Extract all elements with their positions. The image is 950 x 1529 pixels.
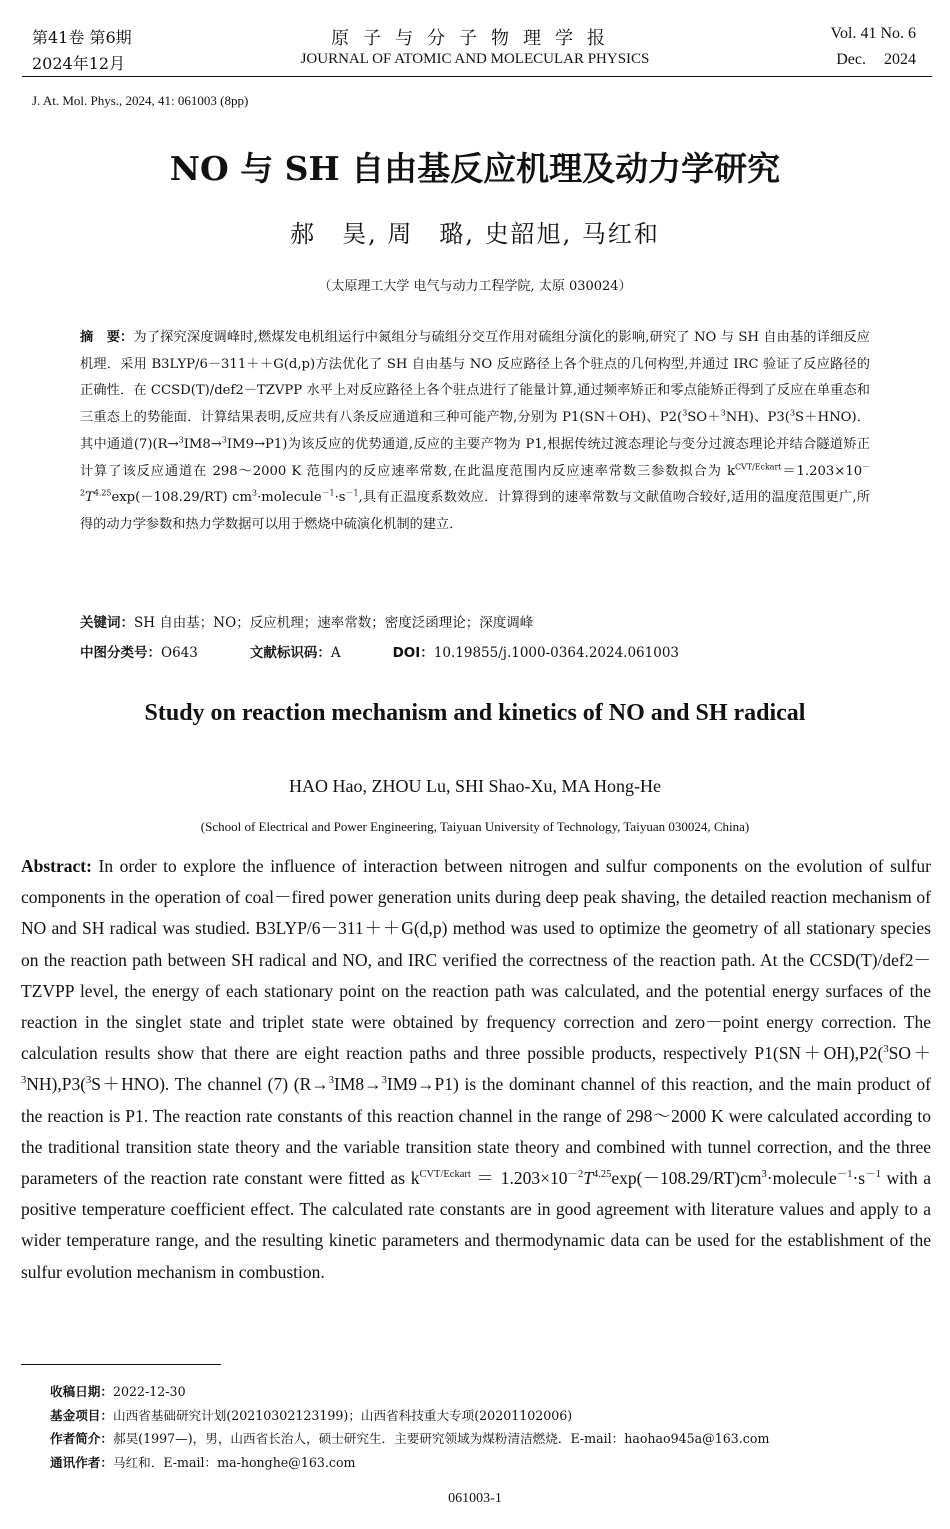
spin-sup: 3 <box>221 435 227 445</box>
doi-value[interactable]: 10.19855/j.1000-0364.2024.061003 <box>433 645 680 661</box>
spin-sup: 3 <box>789 408 795 418</box>
citation: J. At. Mol. Phys., 2024, 41: 061003 (8pp) <box>32 93 249 108</box>
exponent-sup: 3 <box>761 1169 767 1181</box>
spin-sup: 3 <box>178 435 184 445</box>
keywords-zh <box>80 611 870 631</box>
spin-sup: 3 <box>682 408 688 418</box>
exponent-sup: －1 <box>321 488 335 498</box>
exponent-sup: －1 <box>345 488 359 498</box>
received-label: 收稿日期： <box>50 1384 113 1399</box>
clc-value: O643 <box>161 645 198 661</box>
volume-issue-zh: 第41卷 第6期 <box>32 28 132 47</box>
date-en: Dec. 2024 <box>836 51 916 68</box>
keywords-zh-label: 关键词： <box>80 615 134 631</box>
fund-label: 基金项目： <box>50 1407 113 1423</box>
spin-sup: 3 <box>720 408 726 418</box>
page-number: 061003-1 <box>448 1491 502 1506</box>
fund-value: 山西省基础研究计划(20210302123199)；山西省科技重大专项(20201102006) <box>112 1407 573 1423</box>
exponent-sup: 4.25 <box>93 488 112 498</box>
abstract-en-text: ·molecule <box>766 1168 837 1189</box>
abstract-zh <box>80 325 870 539</box>
corresponding-author <box>50 1451 910 1475</box>
doc-code-value: A <box>330 645 341 661</box>
footnotes <box>50 1380 910 1474</box>
abstract-zh-text: 为了探究深度调峰时,燃煤发电机组运行中氮组分与硫组分交互作用对硫组分演化的影响,研究了 NO 与 SH 自由基的详细反应机理．采用 B3LYP/6－311＋＋G(d,p)方法优化了 SH 自由基与 NO 反应路径上各个驻点的几何构型,并通过 IRC 验证了反应路径的正确性．在 CCSD(T)/def2－TZVPP 水平上对反应路径上各个驻点进行了能量计算,通过频率矫正和零点能矫正得到了反应在单重态和三重态上的势能面．计算结果表明,反应共有八条反应通道和三种可能产物,分别为 P1(SN＋OH)、P2( <box>80 330 870 426</box>
exponent-sup: －1 <box>865 1169 881 1181</box>
abstract-zh-text: exp(－108.29/RT) cm <box>111 490 253 506</box>
corresponding-value: 马红和．E-mail：ma-honghe@163.com <box>112 1454 356 1470</box>
abstract-en <box>21 851 931 1288</box>
authors-en: HAO Hao, ZHOU Lu, SHI Shao-Xu, MA Hong-He <box>289 776 661 796</box>
abstract-zh-text: IM8→ <box>183 436 222 452</box>
abstract-en-text: IM8→ <box>334 1074 382 1095</box>
abstract-en-text: In order to explore the influence of interaction between nitrogen and sulfur components on the evolution of sulfur components in the operation of coal－fired power generation units during deep peak shaving, the detailed reaction mechanism of NO and SH radical was studied. B3LYP/6－311＋＋G(d,p) method was used to optimize the geometry of all stationary species on the reaction path between SH radical and NO, and IRC verified the correctness of the reaction path. At the CCSD(T)/def2－TZVPP level, the energy of each stationary point on the reaction path was calculated, and the potential energy surfaces of the reaction in the singlet state and triplet state were obtained by frequency correction and zero－point energy correction. The calculation results show that there are eight reaction paths and three possible products, respectively P1(SN＋OH),P2( <box>21 856 931 1064</box>
abstract-en-text: S＋HNO). The channel (7) (R→ <box>91 1074 329 1095</box>
exponent-sup: －2 <box>567 1169 584 1181</box>
rate-sup: CVT/Eckart <box>419 1169 471 1181</box>
header-rule <box>22 76 932 77</box>
exponent-sup: 3 <box>252 488 258 498</box>
abstract-zh-text: NH)、P3( <box>725 410 790 426</box>
spin-sup: 3 <box>21 1075 27 1087</box>
doi-label: DOI： <box>392 645 434 661</box>
abstract-en-text: T <box>583 1168 594 1189</box>
abstract-en-label: Abstract: <box>21 856 92 876</box>
abstract-zh-text: SO＋ <box>687 410 721 426</box>
author-bio-value: 郝昊(1997—)，男，山西省长治人，硕士研究生．主要研究领域为煤粉清洁燃烧．E-mail：haohao945a@163.com <box>112 1431 770 1446</box>
author-bio <box>50 1427 910 1451</box>
rate-sup: CVT/Eckart <box>735 462 782 472</box>
abstract-en-text: with a positive temperature coefficient effect. The calculated rate constants are in good agreement with literature values and apply to a wider temperature range, and the resulting kinetic parameters and thermodynamic data can be used for the establishment of the sulfur evolution mechanism in combustion. <box>21 1168 931 1282</box>
affiliation-en: (School of Electrical and Power Engineering, Taiyuan University of Technology, Taiyuan 030024, China) <box>200 819 750 834</box>
journal-name-zh: 原子与分子物理学报 <box>331 28 619 49</box>
author-bio-label: 作者简介： <box>50 1431 113 1446</box>
page-title-en: Study on reaction mechanism and kinetics of NO and SH radical <box>144 700 806 726</box>
received-value: 2022-12-30 <box>112 1384 186 1399</box>
abstract-zh-text: ,具有正温度系数效应．计算得到的速率常数与文献值吻合较好,适用的温度范围更广,所得的动力学参数和热力学数据可以用于燃烧中硫演化机制的建立． <box>80 490 870 532</box>
classification-line <box>80 641 870 661</box>
abstract-en-text: exp(－108.29/RT)cm <box>611 1168 762 1189</box>
abstract-en-text: NH),P3( <box>26 1074 87 1095</box>
abstract-en-text: SO＋ <box>888 1043 932 1064</box>
corresponding-label: 通讯作者： <box>50 1454 113 1470</box>
spin-sup: 3 <box>883 1044 889 1056</box>
footnote-rule <box>21 1364 221 1365</box>
abstract-zh-text: ·molecule <box>257 490 322 506</box>
clc-label: 中图分类号： <box>80 645 161 661</box>
exponent-sup: －1 <box>836 1169 853 1181</box>
spin-sup: 3 <box>381 1075 387 1087</box>
abstract-zh-text: S＋HNO)．其中通道(7)(R→ <box>80 410 871 452</box>
authors-zh: 郝 昊, 周 璐, 史韶旭, 马红和 <box>290 220 660 248</box>
abstract-zh-label: 摘 要： <box>80 330 134 345</box>
abstract-en-text: ＝ 1.203×10 <box>470 1168 568 1189</box>
exponent-sup: 4.25 <box>593 1169 612 1181</box>
received-date <box>50 1380 910 1404</box>
abstract-zh-text: ·s <box>334 490 346 506</box>
journal-name-en: JOURNAL OF ATOMIC AND MOLECULAR PHYSICS <box>300 51 650 67</box>
affiliation-zh: （太原理工大学 电气与动力工程学院, 太原 030024） <box>318 279 632 294</box>
keywords-zh-value: SH 自由基；NO；反应机理；速率常数；密度泛函理论；深度调峰 <box>134 615 534 631</box>
spin-sup: 3 <box>328 1075 335 1087</box>
abstract-zh-text: IM9→P1)为该反应的优势通道,反应的主要产物为 P1,根据传统过渡态理论与变分过渡态理论并结合隧道矫正计算了该反应通道在 298～2000 K 范围内的反应速率常数,在此温度范围内反应速率常数三参数拟合为 k <box>80 436 870 479</box>
volume-issue-en: Vol. 41 No. 6 <box>830 25 916 42</box>
exponent-sup: －2 <box>80 462 871 498</box>
fund-info <box>50 1404 910 1428</box>
abstract-zh-text: ＝1.203×10 <box>781 463 863 479</box>
spin-sup: 3 <box>86 1075 92 1087</box>
abstract-en-text: IM9→P1) is the dominant channel of this reaction, and the main product of the reaction is P1. The reaction rate constants of this reaction channel in the range of 298～2000 K were calculated according to the traditional transition state theory and the variable transition state theory and combined with tunnel correction, and the three parameters of the reaction rate constant were fitted as k <box>21 1074 931 1189</box>
doc-code-label: 文献标识码： <box>249 645 331 661</box>
abstract-zh-text: T <box>85 490 94 506</box>
abstract-en-text: ·s <box>852 1168 866 1189</box>
page-title-zh: NO 与 SH 自由基反应机理及动力学研究 <box>169 149 781 188</box>
date-zh: 2024年12月 <box>32 54 126 73</box>
